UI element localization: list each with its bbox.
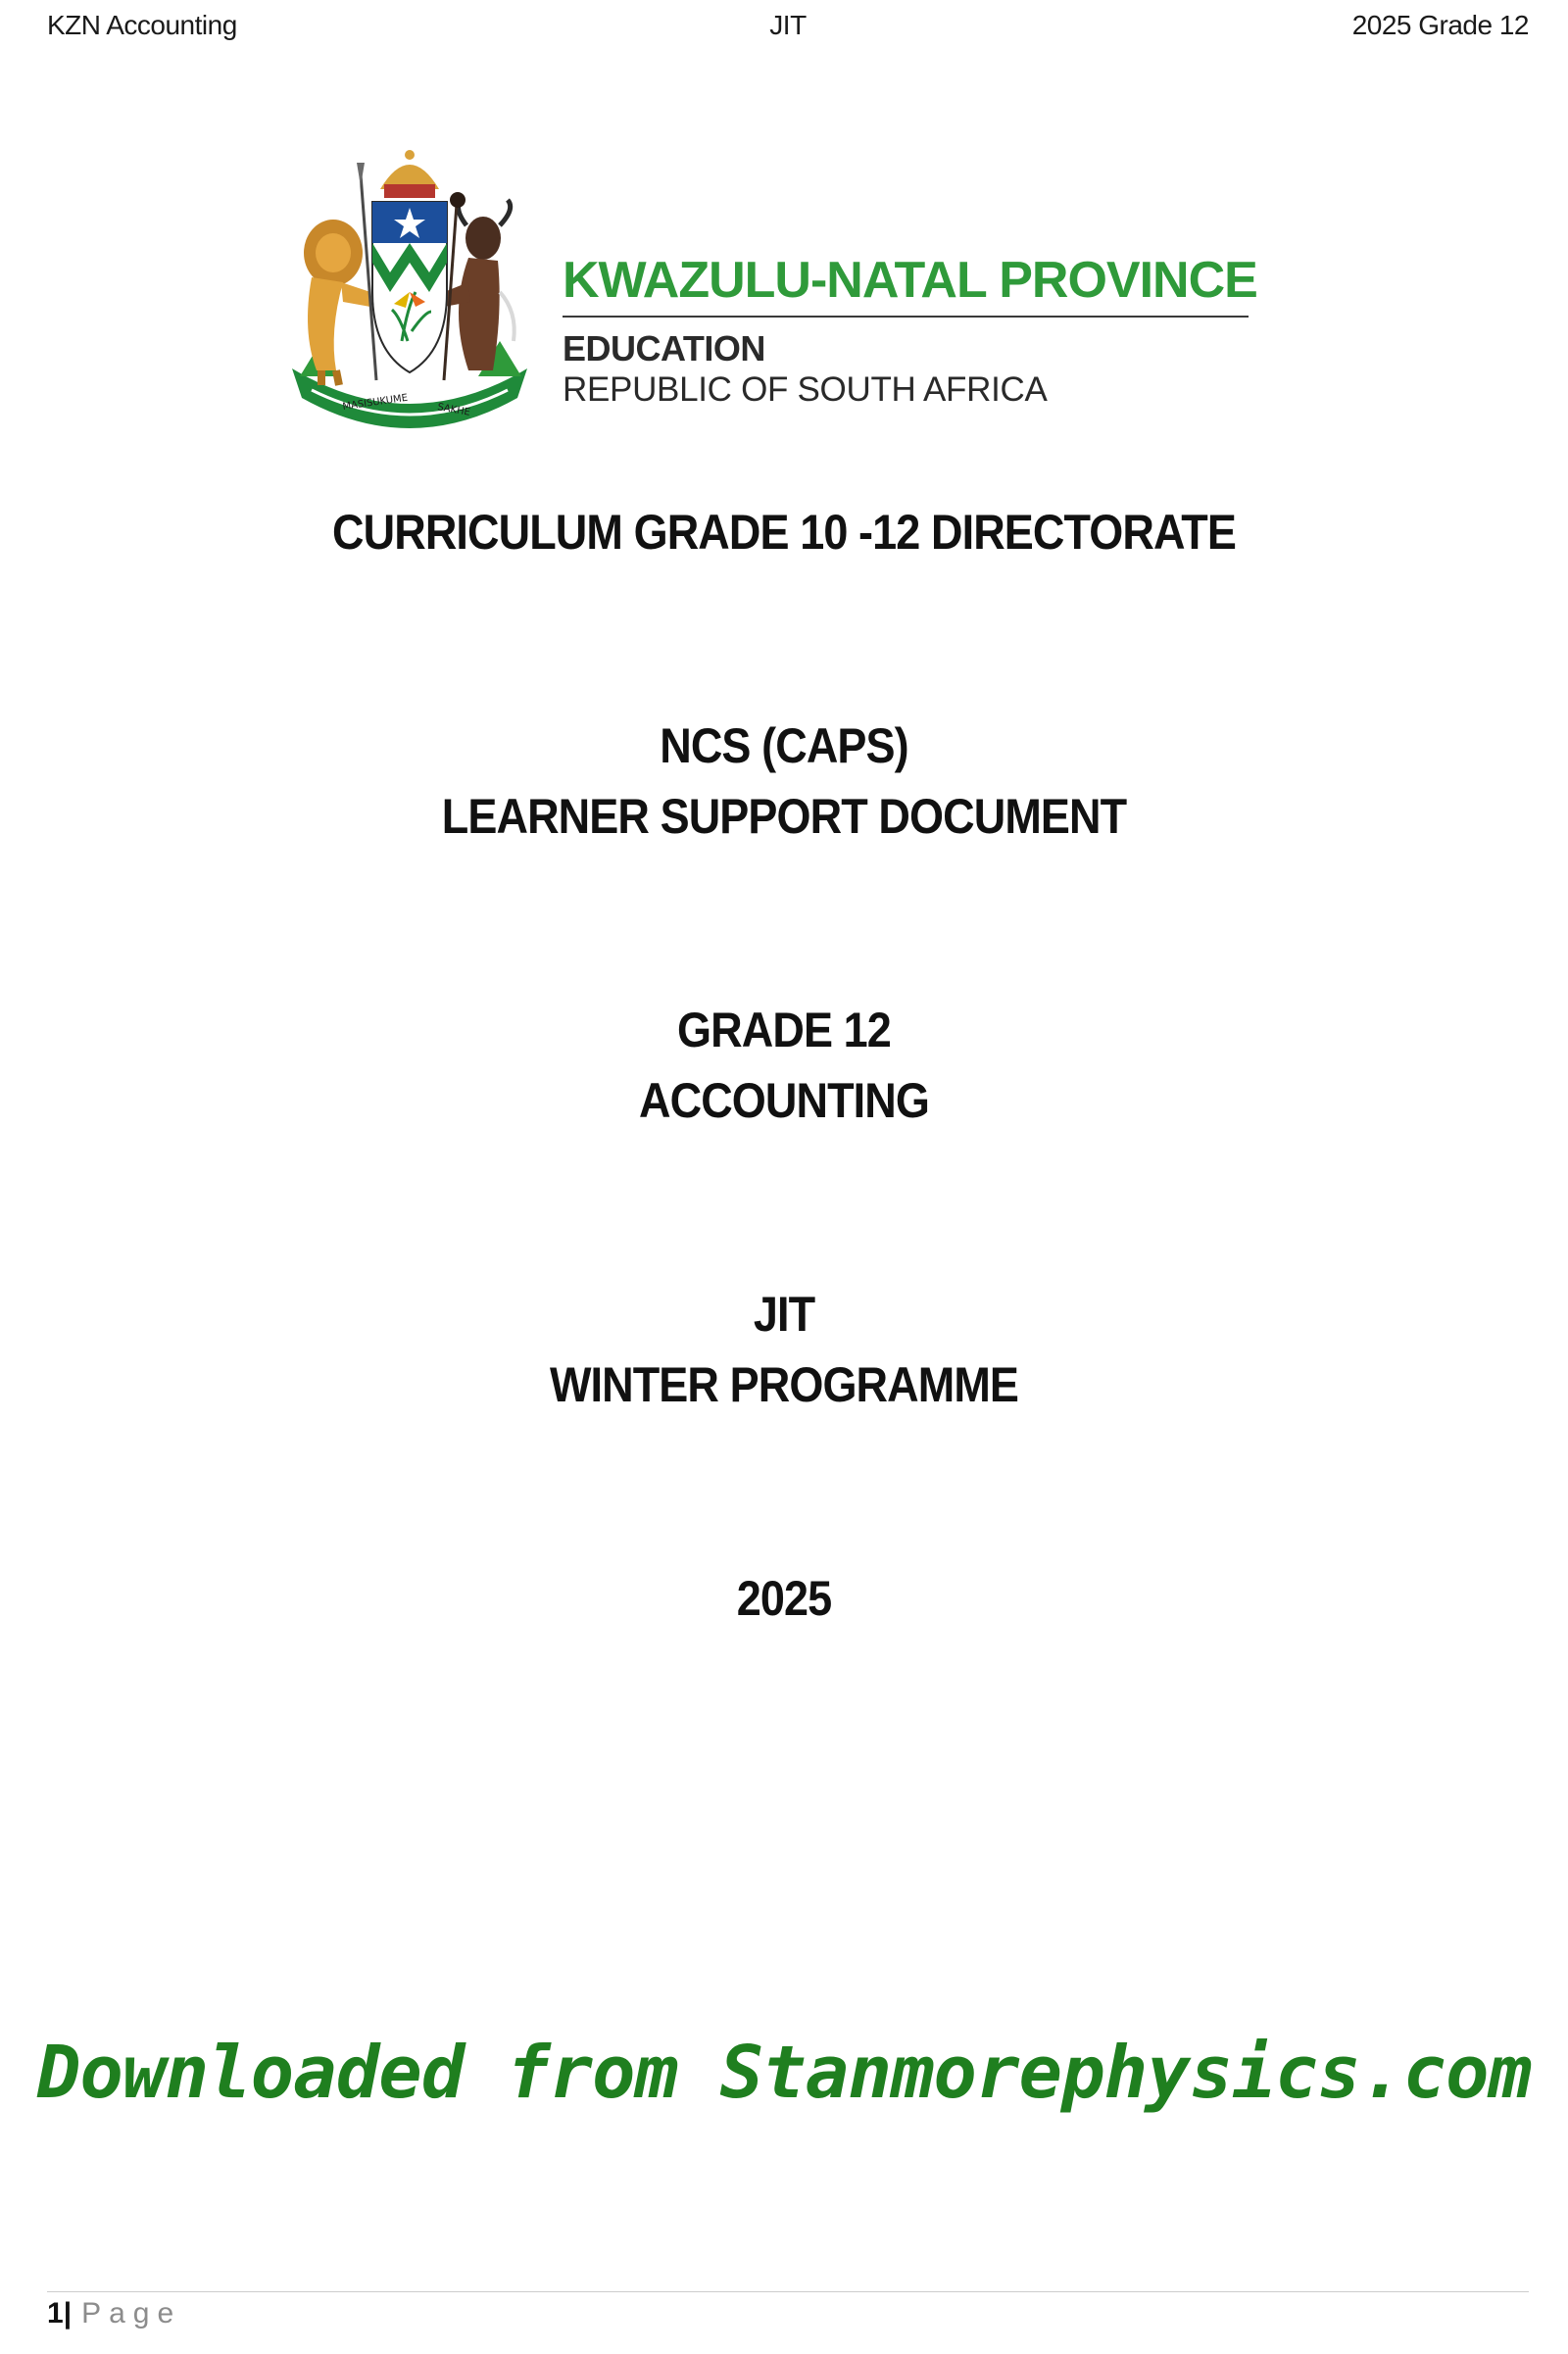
subject-title: ACCOUNTING — [639, 1073, 929, 1128]
svg-text:MASISUKUME: MASISUKUME — [341, 392, 409, 413]
header-left: KZN Accounting — [47, 10, 237, 40]
header-center: JIT — [769, 10, 807, 40]
country-name: REPUBLIC OF SOUTH AFRICA — [563, 370, 1048, 409]
download-watermark: Downloaded from Stanmorephysics.com — [36, 2031, 1532, 2115]
ncs-title: NCS (CAPS) — [660, 718, 908, 773]
province-name: KWAZULU-NATAL PROVINCE — [563, 252, 1257, 309]
page-number: 1 — [47, 2297, 64, 2329]
support-document-title: LEARNER SUPPORT DOCUMENT — [441, 789, 1127, 844]
grade-title: GRADE 12 — [677, 1003, 891, 1057]
page-footer — [47, 2299, 181, 2329]
footer-divider — [47, 2291, 1529, 2292]
page-label: Page — [81, 2297, 182, 2329]
page-header — [47, 10, 1529, 49]
logo-text — [563, 252, 1257, 409]
header-right: 2025 Grade 12 — [1351, 10, 1529, 40]
programme-title: WINTER PROGRAMME — [549, 1357, 1019, 1412]
directorate-title: CURRICULUM GRADE 10 -12 DIRECTORATE — [332, 505, 1236, 560]
year-title: 2025 — [736, 1571, 832, 1626]
coat-of-arms-icon — [282, 145, 537, 449]
logo-divider — [563, 316, 1249, 318]
footer-separator: | — [63, 2297, 73, 2329]
department-name: EDUCATION — [563, 328, 765, 368]
svg-text:SAKHE: SAKHE — [436, 402, 471, 418]
department-logo — [282, 145, 1262, 449]
programme-short-title: JIT — [753, 1287, 815, 1342]
